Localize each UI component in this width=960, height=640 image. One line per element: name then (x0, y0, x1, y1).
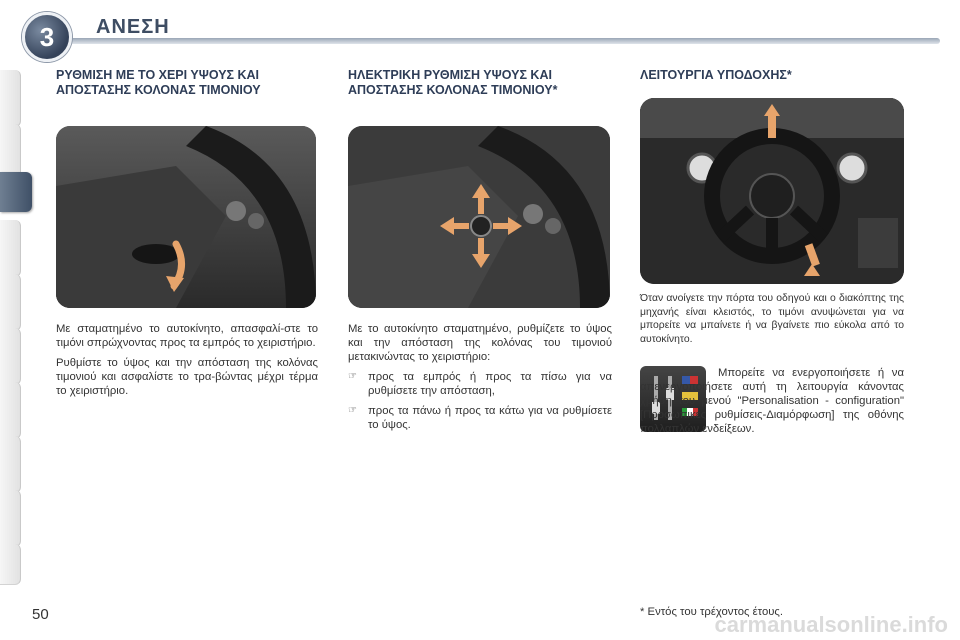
personalisation-text: Μπορείτε να ενεργοποιήσετε ή να απενεργοποιήσετε αυτή τη λειτουργία κάνοντας χρήση του μενού "Personalisation - configuration" [Προσωπικές ρυθμίσεις-Διαμόρφωση] της οθόνης πολλαπλών ενδείξεων. (640, 367, 904, 435)
electric-adjust-intro: Με το αυτοκίνητο σταματημένο, ρυθμίζετε το ύψος και την απόσταση της κολόνας του τιμονιού μετακινώντας το χειριστήριο: (348, 323, 612, 363)
bullet-height (348, 404, 612, 432)
chapter-tab-3-active[interactable] (0, 172, 32, 212)
manual-adjust-paragraph-2: Ρυθμίστε το ύψος και την απόσταση της κολόνας τιμονιού και ασφαλίστε το τρα-βώντας μέχρι τέρμα το χειριστήριο. (56, 357, 318, 397)
chapter-tab-5[interactable] (0, 274, 21, 331)
page-number: 50 (32, 606, 49, 623)
chapter-tab-4[interactable] (0, 220, 21, 277)
manual-adjust-paragraph-1: Με σταματημένο το αυτοκίνητο, απασφαλί-στε το τιμόνι σπρώχνοντας προς τα εμπρός το χειριστήριο. (56, 323, 318, 349)
chapter-title: ΑΝΕΣΗ (96, 16, 170, 38)
manual-adjust-text (56, 322, 318, 404)
steering-wheel-illustration (640, 98, 904, 284)
bullet-distance (348, 370, 612, 398)
pointing-hand-icon: ☞ (348, 405, 357, 416)
electric-adjust-text (348, 322, 612, 438)
chapter-tab-8[interactable] (0, 436, 21, 493)
chapter-tab-6[interactable] (0, 328, 21, 385)
header-rule (60, 38, 940, 44)
bullet-height-text: προς τα πάνω ή προς τα κάτω για να ρυθμίσετε το ύψος. (368, 405, 612, 431)
chapter-number-badge: 3 (22, 12, 72, 62)
pointing-hand-icon: ☞ (348, 371, 357, 382)
section-title-manual-adjust: ΡΥΘΜΙΣΗ ΜΕ ΤΟ ΧΕΡΙ ΥΨΟΥΣ ΚΑΙ ΑΠΟΣΤΑΣΗΣ ΚΟΛΟΝΑΣ ΤΙΜΟΝΙΟΥ (56, 68, 261, 97)
chapter-tab-10[interactable] (0, 544, 21, 585)
chapter-tab-7[interactable] (0, 382, 21, 439)
section-title-welcome-function: ΛΕΙΤΟΥΡΓΙΑ ΥΠΟΔΟΧΗΣ* (640, 68, 792, 82)
watermark: carmanualsonline.info (714, 612, 948, 637)
steering-wheel-photo (640, 98, 904, 284)
manual-lever-illustration (56, 126, 316, 308)
bullet-distance-text: προς τα εμπρός ή προς τα πίσω για να ρυθμίσετε την απόσταση, (368, 371, 612, 397)
chapter-tab-9[interactable] (0, 490, 21, 547)
section-title-electric-adjust: ΗΛΕΚΤΡΙΚΗ ΡΥΘΜΙΣΗ ΥΨΟΥΣ ΚΑΙ ΑΠΟΣΤΑΣΗΣ ΚΟΛΟΝΑΣ ΤΙΜΟΝΙΟΥ* (348, 68, 558, 97)
chapter-tab-1[interactable] (0, 70, 21, 127)
electric-control-photo (348, 126, 610, 308)
chapter-tabs (0, 70, 32, 590)
footnote: * Εντός του τρέχοντος έτους. (640, 606, 783, 618)
electric-control-illustration (348, 126, 610, 308)
manual-lever-photo (56, 126, 316, 308)
welcome-function-text: Όταν ανοίγετε την πόρτα του οδηγού και ο διακόπτης της μηχανής είναι κλειστός, το τιμόνι ανυψώνεται για να μπορείτε να μπαίνετε ή να βγαίνετε πιο εύκολα από το αυτοκίνητο. (640, 293, 904, 345)
